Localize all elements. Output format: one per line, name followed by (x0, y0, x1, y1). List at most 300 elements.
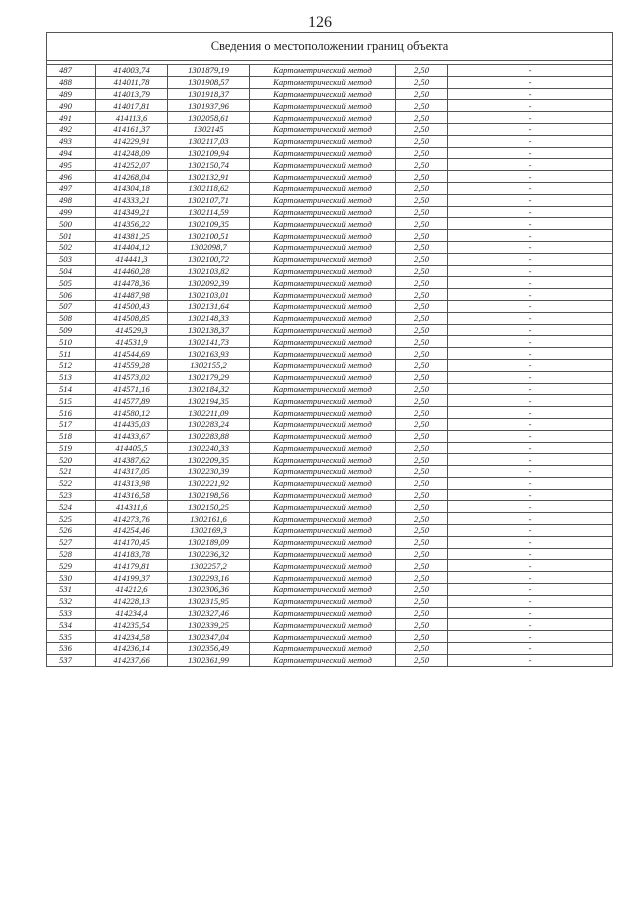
point-number-cell: 519 (47, 442, 96, 454)
method-cell: Картометрический метод (250, 536, 396, 548)
description-cell: - (448, 336, 613, 348)
accuracy-cell: 2,50 (396, 123, 448, 135)
x-coordinate-cell: 414559,28 (96, 359, 168, 371)
x-coordinate-cell: 414580,12 (96, 407, 168, 419)
point-number-cell: 513 (47, 371, 96, 383)
accuracy-cell: 2,50 (396, 171, 448, 183)
method-cell: Картометрический метод (250, 595, 396, 607)
point-number-cell: 501 (47, 230, 96, 242)
point-number-cell: 496 (47, 171, 96, 183)
accuracy-cell: 2,50 (396, 619, 448, 631)
method-cell: Картометрический метод (250, 383, 396, 395)
y-coordinate-cell: 1302098,7 (168, 241, 250, 253)
table-row (47, 182, 613, 194)
accuracy-cell: 2,50 (396, 418, 448, 430)
table-row (47, 395, 613, 407)
y-coordinate-cell: 1302092,39 (168, 277, 250, 289)
description-cell: - (448, 194, 613, 206)
table-row (47, 383, 613, 395)
table-row (47, 241, 613, 253)
point-number-cell: 494 (47, 147, 96, 159)
x-coordinate-cell: 414349,21 (96, 206, 168, 218)
y-coordinate-cell: 1302118,62 (168, 182, 250, 194)
table-row (47, 548, 613, 560)
x-coordinate-cell: 414333,21 (96, 194, 168, 206)
method-cell: Картометрический метод (250, 525, 396, 537)
y-coordinate-cell: 1302100,51 (168, 230, 250, 242)
accuracy-cell: 2,50 (396, 336, 448, 348)
accuracy-cell: 2,50 (396, 525, 448, 537)
method-cell: Картометрический метод (250, 182, 396, 194)
description-cell: - (448, 348, 613, 360)
method-cell: Картометрический метод (250, 418, 396, 430)
method-cell: Картометрический метод (250, 206, 396, 218)
x-coordinate-cell: 414235,54 (96, 619, 168, 631)
x-coordinate-cell: 414356,22 (96, 218, 168, 230)
table-row (47, 336, 613, 348)
accuracy-cell: 2,50 (396, 489, 448, 501)
point-number-cell: 497 (47, 182, 96, 194)
x-coordinate-cell: 414317,05 (96, 466, 168, 478)
method-cell: Картометрический метод (250, 430, 396, 442)
method-cell: Картометрический метод (250, 289, 396, 301)
table-row (47, 430, 613, 442)
accuracy-cell: 2,50 (396, 112, 448, 124)
method-cell: Картометрический метод (250, 112, 396, 124)
table-row (47, 135, 613, 147)
description-cell: - (448, 123, 613, 135)
table-row (47, 654, 613, 666)
y-coordinate-cell: 1302257,2 (168, 560, 250, 572)
page-number: 126 (308, 14, 332, 31)
y-coordinate-cell: 1302240,33 (168, 442, 250, 454)
x-coordinate-cell: 414228,13 (96, 595, 168, 607)
accuracy-cell: 2,50 (396, 442, 448, 454)
accuracy-cell: 2,50 (396, 241, 448, 253)
x-coordinate-cell: 414387,62 (96, 454, 168, 466)
accuracy-cell: 2,50 (396, 265, 448, 277)
x-coordinate-cell: 414577,89 (96, 395, 168, 407)
y-coordinate-cell: 1302221,92 (168, 477, 250, 489)
description-cell: - (448, 241, 613, 253)
point-number-cell: 505 (47, 277, 96, 289)
accuracy-cell: 2,50 (396, 194, 448, 206)
y-coordinate-cell: 1302117,03 (168, 135, 250, 147)
x-coordinate-cell: 414508,85 (96, 312, 168, 324)
accuracy-cell: 2,50 (396, 395, 448, 407)
x-coordinate-cell: 414170,45 (96, 536, 168, 548)
x-coordinate-cell: 414487,98 (96, 289, 168, 301)
method-cell: Картометрический метод (250, 454, 396, 466)
point-number-cell: 532 (47, 595, 96, 607)
method-cell: Картометрический метод (250, 265, 396, 277)
x-coordinate-cell: 414529,3 (96, 324, 168, 336)
point-number-cell: 536 (47, 643, 96, 655)
table-row (47, 147, 613, 159)
point-number-cell: 487 (47, 65, 96, 77)
table-row (47, 371, 613, 383)
point-number-cell: 506 (47, 289, 96, 301)
point-number-cell: 509 (47, 324, 96, 336)
point-number-cell: 515 (47, 395, 96, 407)
accuracy-cell: 2,50 (396, 654, 448, 666)
y-coordinate-cell: 1302155,2 (168, 359, 250, 371)
table-row (47, 112, 613, 124)
point-number-cell: 527 (47, 536, 96, 548)
description-cell: - (448, 182, 613, 194)
y-coordinate-cell: 1301937,96 (168, 100, 250, 112)
point-number-cell: 531 (47, 584, 96, 596)
y-coordinate-cell: 1302150,74 (168, 159, 250, 171)
accuracy-cell: 2,50 (396, 560, 448, 572)
description-cell: - (448, 595, 613, 607)
table-row (47, 595, 613, 607)
method-cell: Картометрический метод (250, 489, 396, 501)
table-row (47, 265, 613, 277)
table-row (47, 100, 613, 112)
x-coordinate-cell: 414404,12 (96, 241, 168, 253)
accuracy-cell: 2,50 (396, 100, 448, 112)
y-coordinate-cell: 1302339,25 (168, 619, 250, 631)
x-coordinate-cell: 414254,46 (96, 525, 168, 537)
accuracy-cell: 2,50 (396, 277, 448, 289)
point-number-cell: 510 (47, 336, 96, 348)
method-cell: Картометрический метод (250, 513, 396, 525)
point-number-cell: 525 (47, 513, 96, 525)
accuracy-cell: 2,50 (396, 289, 448, 301)
accuracy-cell: 2,50 (396, 324, 448, 336)
y-coordinate-cell: 1301879,19 (168, 65, 250, 77)
point-number-cell: 520 (47, 454, 96, 466)
y-coordinate-cell: 1302132,91 (168, 171, 250, 183)
method-cell: Картометрический метод (250, 619, 396, 631)
table-row (47, 442, 613, 454)
x-coordinate-cell: 414531,9 (96, 336, 168, 348)
accuracy-cell: 2,50 (396, 253, 448, 265)
point-number-cell: 530 (47, 572, 96, 584)
table-row (47, 631, 613, 643)
y-coordinate-cell: 1302107,71 (168, 194, 250, 206)
description-cell: - (448, 654, 613, 666)
method-cell: Картометрический метод (250, 395, 396, 407)
accuracy-cell: 2,50 (396, 76, 448, 88)
y-coordinate-cell: 1301908,57 (168, 76, 250, 88)
x-coordinate-cell: 414229,91 (96, 135, 168, 147)
table-row (47, 324, 613, 336)
point-number-cell: 499 (47, 206, 96, 218)
description-cell: - (448, 454, 613, 466)
table-row (47, 348, 613, 360)
y-coordinate-cell: 1302184,32 (168, 383, 250, 395)
table-row (47, 560, 613, 572)
description-cell: - (448, 289, 613, 301)
x-coordinate-cell: 414113,6 (96, 112, 168, 124)
method-cell: Картометрический метод (250, 241, 396, 253)
point-number-cell: 524 (47, 501, 96, 513)
point-number-cell: 528 (47, 548, 96, 560)
description-cell: - (448, 466, 613, 478)
x-coordinate-cell: 414273,76 (96, 513, 168, 525)
method-cell: Картометрический метод (250, 466, 396, 478)
y-coordinate-cell: 1302103,01 (168, 289, 250, 301)
accuracy-cell: 2,50 (396, 584, 448, 596)
accuracy-cell: 2,50 (396, 454, 448, 466)
table-row (47, 619, 613, 631)
method-cell: Картометрический метод (250, 371, 396, 383)
x-coordinate-cell: 414433,67 (96, 430, 168, 442)
x-coordinate-cell: 414161,37 (96, 123, 168, 135)
y-coordinate-cell: 1302189,09 (168, 536, 250, 548)
method-cell: Картометрический метод (250, 548, 396, 560)
accuracy-cell: 2,50 (396, 182, 448, 194)
accuracy-cell: 2,50 (396, 501, 448, 513)
y-coordinate-cell: 1302163,93 (168, 348, 250, 360)
accuracy-cell: 2,50 (396, 88, 448, 100)
y-coordinate-cell: 1301918,37 (168, 88, 250, 100)
accuracy-cell: 2,50 (396, 536, 448, 548)
table-row (47, 230, 613, 242)
table-row (47, 477, 613, 489)
y-coordinate-cell: 1302103,82 (168, 265, 250, 277)
table-row (47, 88, 613, 100)
point-number-cell: 507 (47, 300, 96, 312)
y-coordinate-cell: 1302356,49 (168, 643, 250, 655)
description-cell: - (448, 171, 613, 183)
accuracy-cell: 2,50 (396, 607, 448, 619)
y-coordinate-cell: 1302194,35 (168, 395, 250, 407)
description-cell: - (448, 584, 613, 596)
description-cell: - (448, 88, 613, 100)
table-row (47, 218, 613, 230)
method-cell: Картометрический метод (250, 65, 396, 77)
table-row (47, 253, 613, 265)
description-cell: - (448, 536, 613, 548)
y-coordinate-cell: 1302114,59 (168, 206, 250, 218)
method-cell: Картометрический метод (250, 100, 396, 112)
description-cell: - (448, 418, 613, 430)
method-cell: Картометрический метод (250, 560, 396, 572)
table-row (47, 300, 613, 312)
table-row (47, 513, 613, 525)
description-cell: - (448, 560, 613, 572)
x-coordinate-cell: 414248,09 (96, 147, 168, 159)
x-coordinate-cell: 414313,98 (96, 477, 168, 489)
point-number-cell: 517 (47, 418, 96, 430)
x-coordinate-cell: 414304,18 (96, 182, 168, 194)
table-row (47, 277, 613, 289)
table-row (47, 643, 613, 655)
y-coordinate-cell: 1302198,56 (168, 489, 250, 501)
accuracy-cell: 2,50 (396, 631, 448, 643)
point-number-cell: 502 (47, 241, 96, 253)
method-cell: Картометрический метод (250, 643, 396, 655)
x-coordinate-cell: 414017,81 (96, 100, 168, 112)
x-coordinate-cell: 414013,79 (96, 88, 168, 100)
y-coordinate-cell: 1302138,37 (168, 324, 250, 336)
method-cell: Картометрический метод (250, 253, 396, 265)
accuracy-cell: 2,50 (396, 359, 448, 371)
point-number-cell: 512 (47, 359, 96, 371)
y-coordinate-cell: 1302283,24 (168, 418, 250, 430)
description-cell: - (448, 206, 613, 218)
x-coordinate-cell: 414460,28 (96, 265, 168, 277)
table-row (47, 359, 613, 371)
y-coordinate-cell: 1302315,95 (168, 595, 250, 607)
method-cell: Картометрический метод (250, 277, 396, 289)
y-coordinate-cell: 1302361,99 (168, 654, 250, 666)
method-cell: Картометрический метод (250, 230, 396, 242)
table-row (47, 525, 613, 537)
x-coordinate-cell: 414234,58 (96, 631, 168, 643)
description-cell: - (448, 430, 613, 442)
description-cell: - (448, 395, 613, 407)
description-cell: - (448, 300, 613, 312)
description-cell: - (448, 147, 613, 159)
x-coordinate-cell: 414199,37 (96, 572, 168, 584)
method-cell: Картометрический метод (250, 442, 396, 454)
accuracy-cell: 2,50 (396, 595, 448, 607)
x-coordinate-cell: 414435,03 (96, 418, 168, 430)
description-cell: - (448, 135, 613, 147)
point-number-cell: 492 (47, 123, 96, 135)
x-coordinate-cell: 414405,5 (96, 442, 168, 454)
method-cell: Картометрический метод (250, 501, 396, 513)
table-row (47, 501, 613, 513)
method-cell: Картометрический метод (250, 336, 396, 348)
point-number-cell: 489 (47, 88, 96, 100)
point-number-cell: 521 (47, 466, 96, 478)
description-cell: - (448, 277, 613, 289)
point-number-cell: 498 (47, 194, 96, 206)
description-cell: - (448, 76, 613, 88)
description-cell: - (448, 383, 613, 395)
point-number-cell: 503 (47, 253, 96, 265)
method-cell: Картометрический метод (250, 76, 396, 88)
point-number-cell: 523 (47, 489, 96, 501)
point-number-cell: 500 (47, 218, 96, 230)
description-cell: - (448, 159, 613, 171)
y-coordinate-cell: 1302148,33 (168, 312, 250, 324)
point-number-cell: 537 (47, 654, 96, 666)
title-row (47, 33, 613, 61)
description-cell: - (448, 230, 613, 242)
boundary-coordinates-table (46, 32, 613, 667)
point-number-cell: 516 (47, 407, 96, 419)
table-row (47, 65, 613, 77)
table-row (47, 536, 613, 548)
table-row (47, 206, 613, 218)
point-number-cell: 526 (47, 525, 96, 537)
y-coordinate-cell: 1302100,72 (168, 253, 250, 265)
method-cell: Картометрический метод (250, 194, 396, 206)
table-row (47, 76, 613, 88)
accuracy-cell: 2,50 (396, 466, 448, 478)
method-cell: Картометрический метод (250, 300, 396, 312)
method-cell: Картометрический метод (250, 312, 396, 324)
table-row (47, 407, 613, 419)
x-coordinate-cell: 414311,6 (96, 501, 168, 513)
y-coordinate-cell: 1302230,39 (168, 466, 250, 478)
accuracy-cell: 2,50 (396, 477, 448, 489)
table-row (47, 171, 613, 183)
description-cell: - (448, 324, 613, 336)
accuracy-cell: 2,50 (396, 159, 448, 171)
point-number-cell: 508 (47, 312, 96, 324)
description-cell: - (448, 501, 613, 513)
accuracy-cell: 2,50 (396, 312, 448, 324)
y-coordinate-cell: 1302236,32 (168, 548, 250, 560)
x-coordinate-cell: 414236,14 (96, 643, 168, 655)
x-coordinate-cell: 414179,81 (96, 560, 168, 572)
y-coordinate-cell: 1302327,46 (168, 607, 250, 619)
y-coordinate-cell: 1302179,29 (168, 371, 250, 383)
description-cell: - (448, 65, 613, 77)
table-row (47, 159, 613, 171)
method-cell: Картометрический метод (250, 171, 396, 183)
point-number-cell: 514 (47, 383, 96, 395)
description-cell: - (448, 489, 613, 501)
description-cell: - (448, 253, 613, 265)
point-number-cell: 535 (47, 631, 96, 643)
x-coordinate-cell: 414381,25 (96, 230, 168, 242)
description-cell: - (448, 631, 613, 643)
description-cell: - (448, 643, 613, 655)
y-coordinate-cell: 1302131,64 (168, 300, 250, 312)
y-coordinate-cell: 1302141,73 (168, 336, 250, 348)
x-coordinate-cell: 414571,16 (96, 383, 168, 395)
y-coordinate-cell: 1302306,36 (168, 584, 250, 596)
description-cell: - (448, 572, 613, 584)
point-number-cell: 488 (47, 76, 96, 88)
accuracy-cell: 2,50 (396, 371, 448, 383)
x-coordinate-cell: 414316,58 (96, 489, 168, 501)
accuracy-cell: 2,50 (396, 147, 448, 159)
table-row (47, 572, 613, 584)
description-cell: - (448, 548, 613, 560)
x-coordinate-cell: 414237,66 (96, 654, 168, 666)
method-cell: Картометрический метод (250, 477, 396, 489)
x-coordinate-cell: 414003,74 (96, 65, 168, 77)
method-cell: Картометрический метод (250, 135, 396, 147)
x-coordinate-cell: 414252,07 (96, 159, 168, 171)
point-number-cell: 533 (47, 607, 96, 619)
point-number-cell: 518 (47, 430, 96, 442)
table-row (47, 418, 613, 430)
x-coordinate-cell: 414011,78 (96, 76, 168, 88)
y-coordinate-cell: 1302169,3 (168, 525, 250, 537)
method-cell: Картометрический метод (250, 572, 396, 584)
description-cell: - (448, 100, 613, 112)
accuracy-cell: 2,50 (396, 206, 448, 218)
accuracy-cell: 2,50 (396, 65, 448, 77)
table-row (47, 584, 613, 596)
method-cell: Картометрический метод (250, 654, 396, 666)
table-body (47, 33, 613, 667)
y-coordinate-cell: 1302058,61 (168, 112, 250, 124)
method-cell: Картометрический метод (250, 631, 396, 643)
point-number-cell: 495 (47, 159, 96, 171)
method-cell: Картометрический метод (250, 159, 396, 171)
accuracy-cell: 2,50 (396, 407, 448, 419)
x-coordinate-cell: 414544,69 (96, 348, 168, 360)
accuracy-cell: 2,50 (396, 430, 448, 442)
accuracy-cell: 2,50 (396, 300, 448, 312)
method-cell: Картометрический метод (250, 123, 396, 135)
accuracy-cell: 2,50 (396, 513, 448, 525)
point-number-cell: 529 (47, 560, 96, 572)
x-coordinate-cell: 414441,3 (96, 253, 168, 265)
method-cell: Картометрический метод (250, 147, 396, 159)
